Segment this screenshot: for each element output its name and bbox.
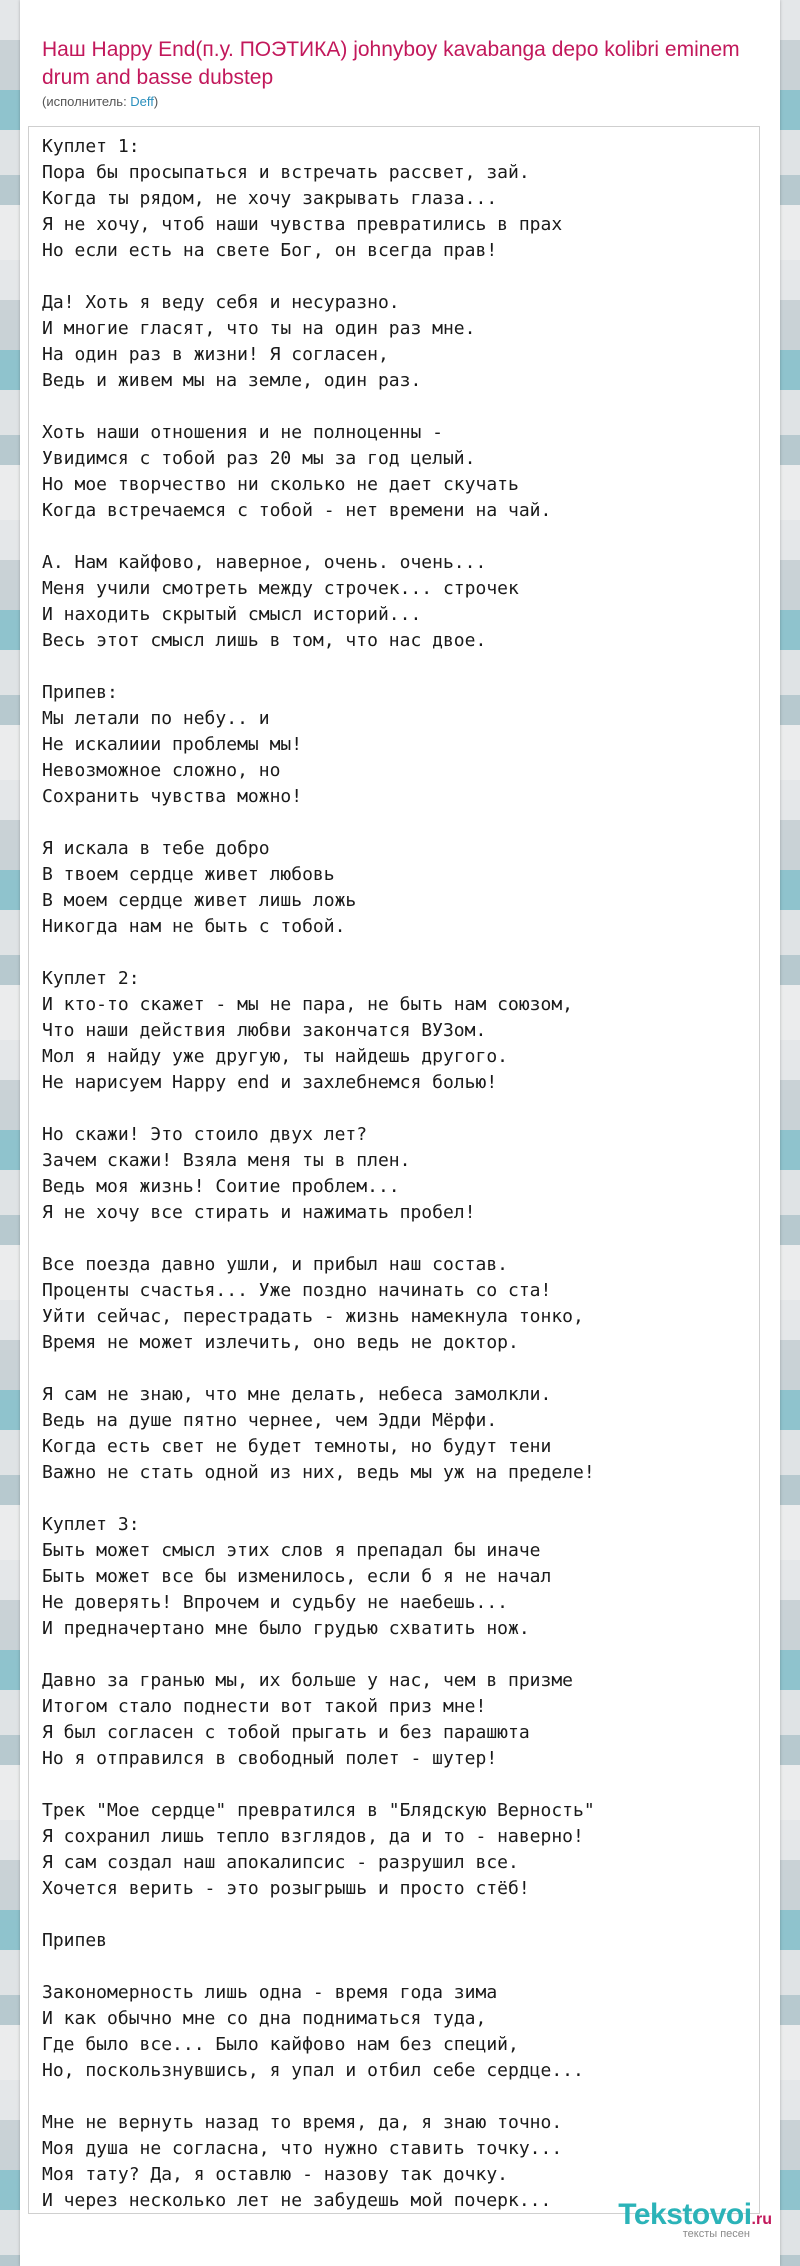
performer-suffix: )	[153, 94, 159, 109]
performer-line	[42, 94, 762, 109]
song-title: Наш Happy End(п.у. ПОЭТИКА) johnyboy kavabanga depo kolibri eminem drum and basse dubstep	[42, 38, 740, 89]
logo-name: Tekstovoi	[618, 2198, 752, 2231]
performer-prefix: (исполнитель:	[42, 94, 131, 109]
page-header	[42, 36, 762, 109]
logo-tagline: тексты песен	[682, 2228, 750, 2240]
lyrics-text: Куплет 1: Пора бы просыпаться и встречать рассвет, зай. Когда ты рядом, не хочу закрывать глаза... Я не хочу, чтоб наши чувства превратились в прах Но если есть на свете Бог, он всегда прав! Да! Хоть я веду себя и несуразно. И многие гласят, что ты на один раз мне. На один раз в жизни! Я согласен, Ведь и живем мы на земле, один раз. Хоть наши отношения и не полноценны - Увидимся с тобой раз 20 мы за год целый. Но мое творчество ни сколько не дает скучать Когда встречаемся с тобой - нет времени на чай. А. Нам кайфово, наверное, очень. очень... Меня учили смотреть между строчек... строчек И находить скрытый смысл историй... Весь этот смысл лишь в том, что нас двое. Припев: Мы летали по небу.. и Не искалиии проблемы мы! Невозможное сложно, но Сохранить чувства можно! Я искала в тебе добро В твоем сердце живет любовь В моем сердце живет лишь ложь Никогда нам не быть с тобой. Куплет 2: И кто-то скажет - мы не пара, не быть нам союзом, Что наши действия любви закончатся ВУЗом. Мол я найду уже другую, ты найдешь другого. Не нарисуем Happy end и захлебнемся болью! Но скажи! Это стоило двух лет? Зачем скажи! Взяла меня ты в плен. Ведь моя жизнь! Соитие проблем... Я не хочу все стирать и нажимать пробел! Все поезда давно ушли, и прибыл наш состав. Проценты счастья... Уже поздно начинать со ста! Уйти сейчас, перестрадать - жизнь намекнула тонко, Время не может излечить, оно ведь не доктор. Я сам не знаю, что мне делать, небеса замолкли. Ведь на душе пятно чернее, чем Эдди Мёрфи. Когда есть свет не будет темноты, но будут тени Важно не стать одной из них, ведь мы уж на пределе! Куплет 3: Быть может смысл этих слов я препадал бы иначе Быть может все бы изменилось, если б я не начал Не доверять! Впрочем и судьбу не наебешь... И предначертано мне было грудью схватить нож. Давно за гранью мы, их больше у нас, чем в призме Итогом стало поднести вот такой приз мне! Я был согласен с тобой прыгать и без парашюта Но я отправился в свободный полет - шутер! Трек "Мое сердце" превратился в "Блядскую Верность" Я сохранил лишь тепло взглядов, да и то - наверно! Я сам создал наш апокалипсис - разрушил все. Хочется верить - это розыгрышь и просто стёб! Припев Закономерность лишь одна - время года зима И как обычно мне со дна подниматься туда, Где было все... Было кайфово нам без специй, Но, поскользнувшись, я упал и отбил себе сердце... Мне не вернуть назад то время, да, я знаю точно. Моя душа не согласна, что нужно ставить точку... Моя тату? Да, я оставлю - назову так дочку. И через несколько лет не забудешь мой почерк...	[42, 136, 595, 2211]
logo-tld: .ru	[751, 2211, 772, 2228]
artist-link[interactable]: Deff	[130, 94, 154, 109]
